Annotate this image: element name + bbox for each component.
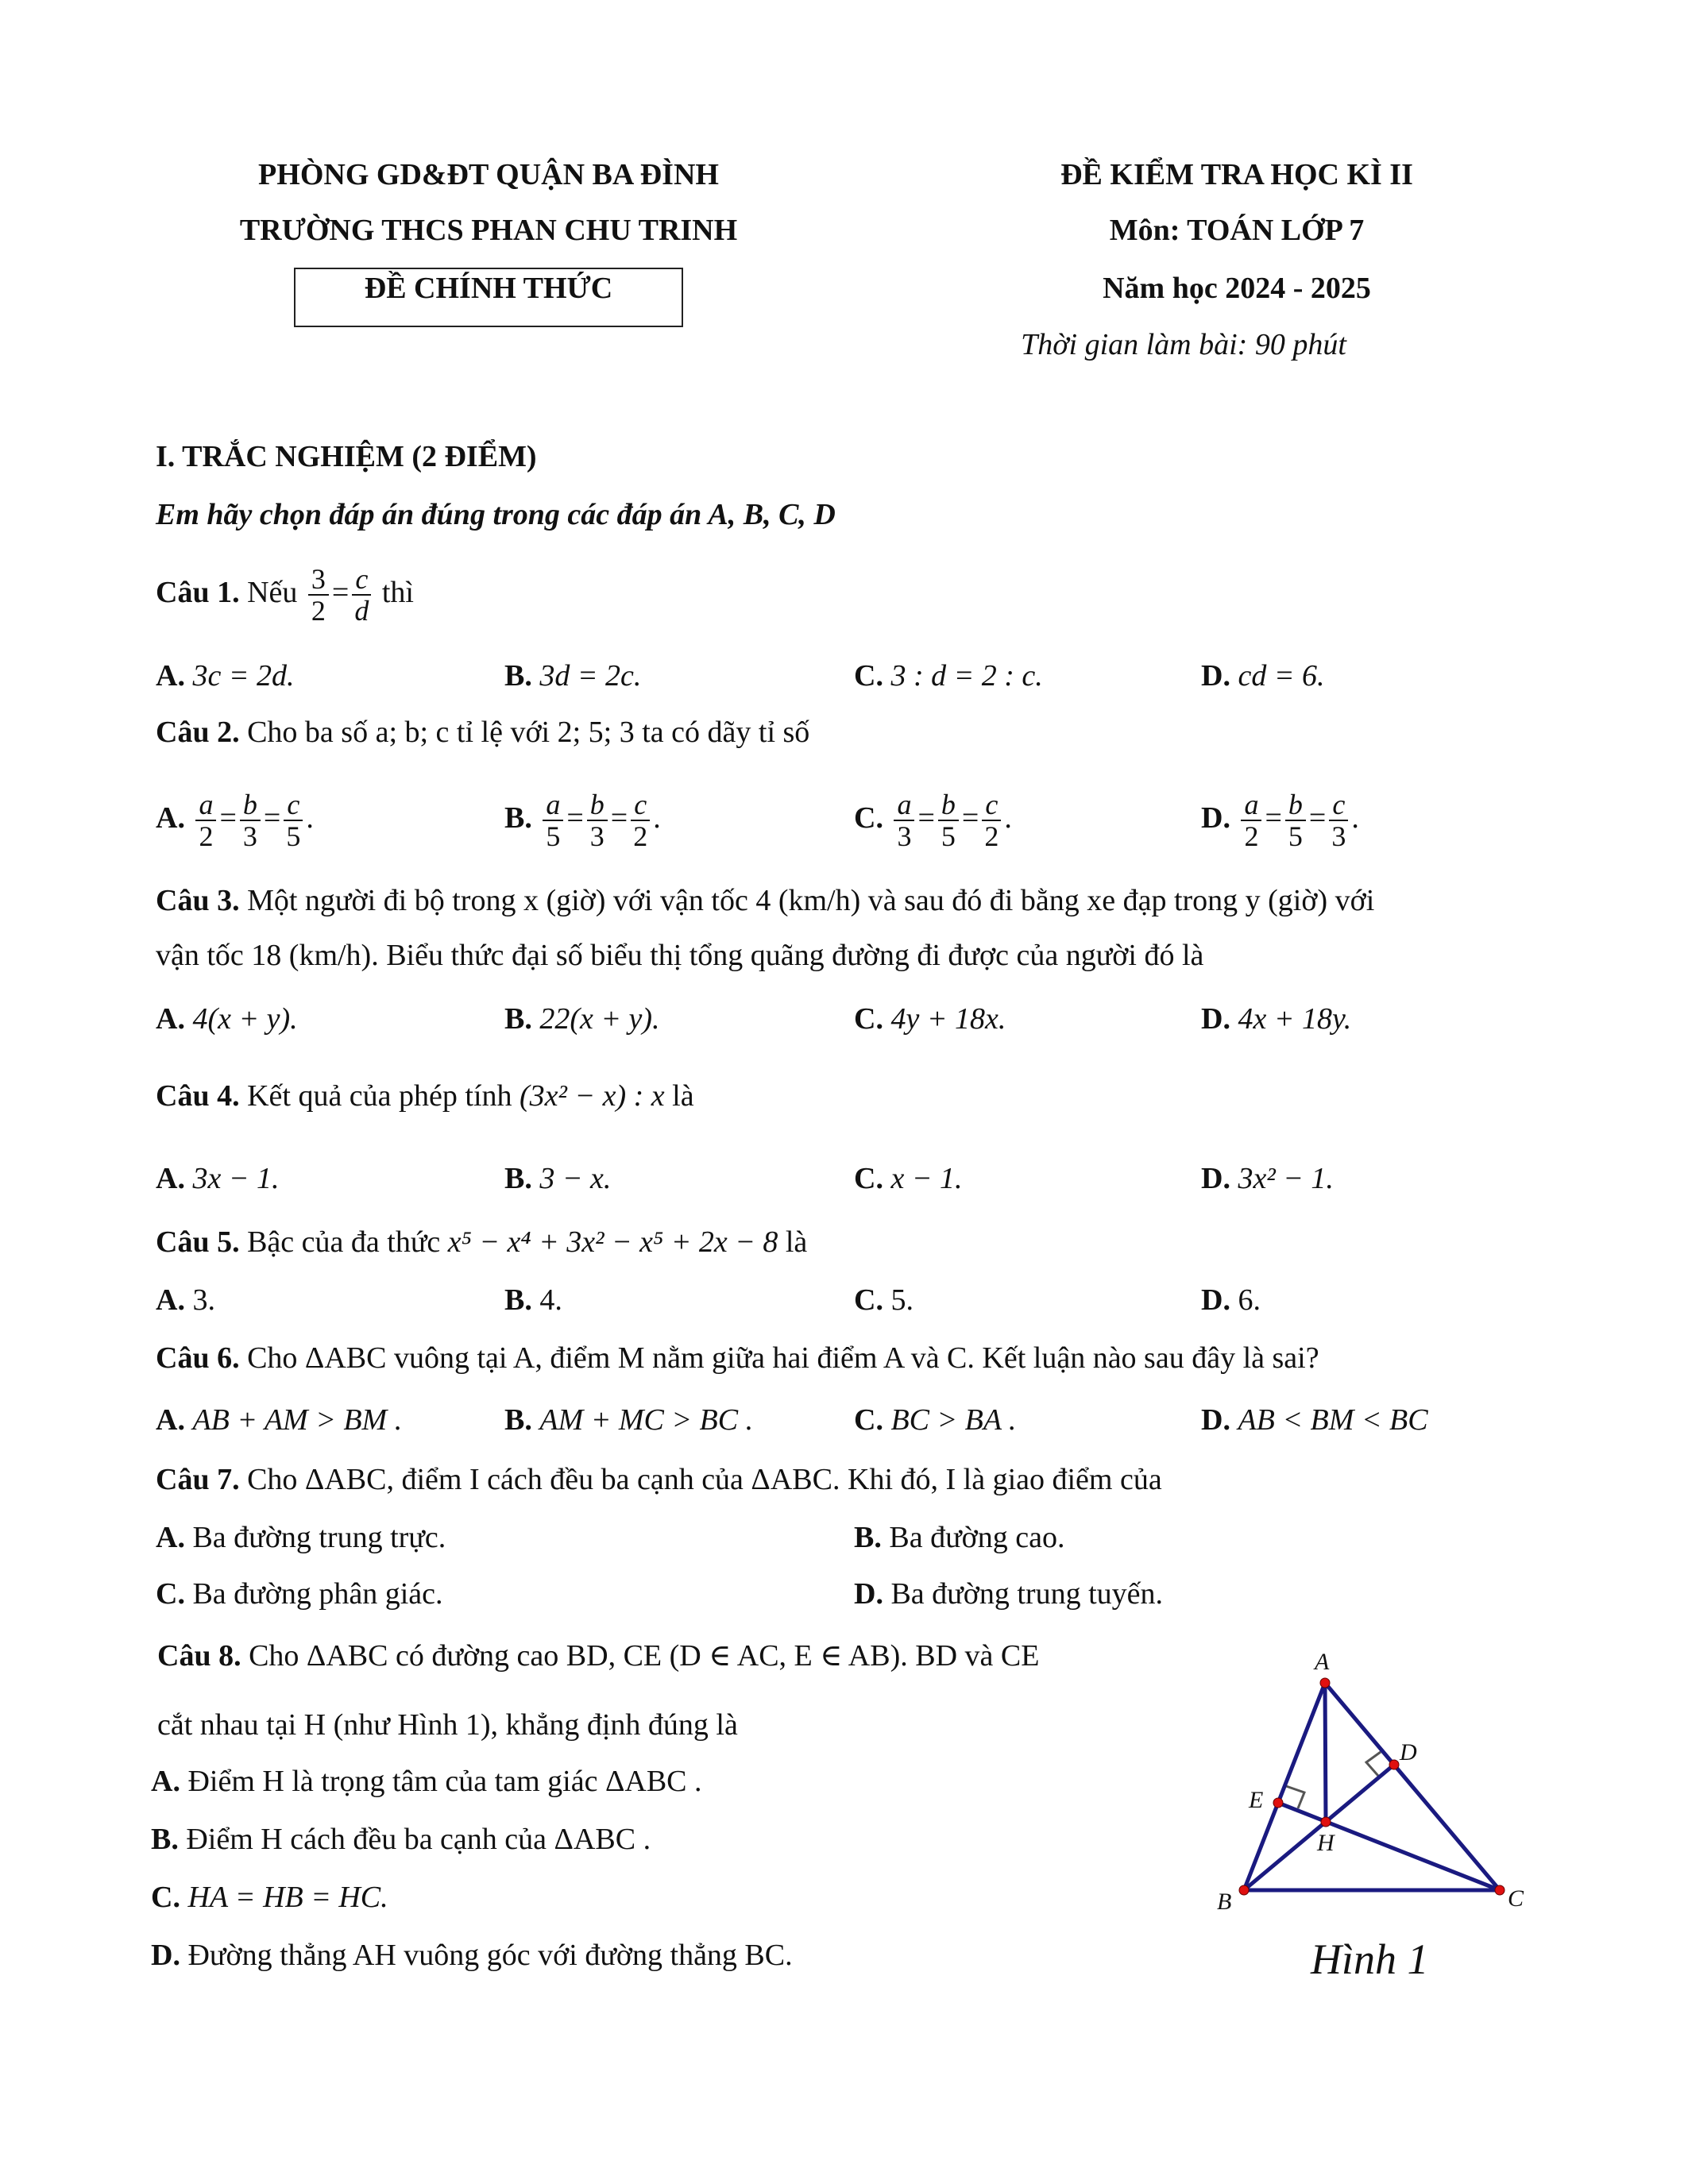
q2-answer-a[interactable]: A. $\frac{a}{2}$ = $\frac{b}{3}$ = $\frac{c}{5}$ . [156,789,314,853]
fraction: $\frac{a}{2}$ [1241,789,1261,851]
question-1: Câu 1. Nếu $\frac{3}{2}$ = $\frac{c}{d}$ thì [156,563,414,627]
q1-answer-d[interactable]: D. cd = 6. [1201,659,1325,693]
q8-answer-a[interactable]: A. Điểm H là trọng tâm của tam giác ΔABC . [151,1765,702,1798]
q5-answer-a[interactable]: A. 3. [156,1283,215,1317]
point-d [1389,1760,1399,1769]
official-label: ĐỀ CHÍNH THỨC [364,272,613,305]
fraction: $\frac{a}{3}$ [894,789,914,851]
right-angle-marks [1286,1752,1381,1808]
point-a [1320,1678,1330,1688]
department-name: PHÒNG GD&ĐT QUẬN BA ĐÌNH [258,158,719,191]
q6-answer-a[interactable]: A. AB + AM > BM . [156,1403,403,1437]
q8-answer-d[interactable]: D. Đường thẳng AH vuông góc với đường thẳng BC. [151,1939,793,1972]
label-e: E [1249,1787,1264,1813]
question-3-line1: Câu 3. Một người đi bộ trong x (giờ) với vận tốc 4 (km/h) và sau đó đi bằng xe đạp trong y (giờ) với [156,884,1375,917]
fraction: $\frac{a}{2}$ [195,789,216,851]
q4-answer-b[interactable]: B. 3 − x. [504,1162,612,1195]
point-e [1273,1798,1283,1808]
label-a: A [1315,1649,1330,1675]
q8-answer-b[interactable]: B. Điểm H cách đều ba cạnh của ΔABC . [151,1823,651,1856]
q6-answer-d[interactable]: D. AB < BM < BC [1201,1403,1428,1437]
q6-answer-c[interactable]: C. BC > BA . [854,1403,1017,1437]
label-h: H [1317,1830,1335,1856]
q5-answer-b[interactable]: B. 4. [504,1283,562,1317]
answer-label: A. [156,801,185,835]
fraction: $\frac{b}{5}$ [1285,789,1306,851]
q1-answer-a[interactable]: A. 3c = 2d. [156,659,295,693]
q7-answer-d[interactable]: D. Ba đường trung tuyến. [854,1577,1163,1611]
q2-answer-d[interactable]: D. $\frac{a}{2}$ = $\frac{b}{5}$ = $\frac{c}{3}$ . [1201,789,1359,853]
answer-label: B. [504,801,532,835]
question-7: Câu 7. Cho ΔABC, điểm I cách đều ba cạnh của ΔABC. Khi đó, I là giao điểm của [156,1463,1162,1496]
question-8-line1: Câu 8. Cho ΔABC có đường cao BD, CE (D ∈ AC, E ∈ AB). BD và CE [157,1639,1040,1673]
q3-answer-d[interactable]: D. 4x + 18y. [1201,1002,1352,1036]
question-3-line2: vận tốc 18 (km/h). Biểu thức đại số biểu thị tổng quãng đường đi được của người đó là [156,939,1204,972]
q7-answer-a[interactable]: A. Ba đường trung trực. [156,1521,446,1554]
segment-ah [1325,1683,1326,1822]
fraction: $\frac{a}{5}$ [543,789,563,851]
school-name: TRƯỜNG THCS PHAN CHU TRINH [239,214,738,247]
question-8-line2: cắt nhau tại H (như Hình 1), khẳng định đúng là [157,1708,738,1742]
point-c [1495,1885,1505,1895]
segment-ce [1278,1803,1500,1890]
figure-caption: Hình 1 [1311,1935,1429,1983]
fraction: $\frac{b}{5}$ [938,789,959,851]
q8-answer-c[interactable]: C. HA = HB = HC. [151,1881,388,1914]
q1-answer-b[interactable]: B. 3d = 2c. [504,659,642,693]
fraction: $\frac{c}{2}$ [631,789,650,851]
answer-label: C. [854,801,883,835]
side-ac [1325,1683,1500,1890]
q6-answer-b[interactable]: B. AM + MC > BC . [504,1403,754,1437]
q7-answer-c[interactable]: C. Ba đường phân giác. [156,1577,443,1611]
question-5: Câu 5. Bậc của đa thức x⁵ − x⁴ + 3x² − x⁵ + 2x − 8 là [156,1225,808,1259]
point-b [1239,1885,1249,1895]
q4-answer-a[interactable]: A. 3x − 1. [156,1162,280,1195]
label-d: D [1400,1739,1417,1765]
section-instruction: Em hãy chọn đáp án đúng trong các đáp án A, B, C, D [156,498,836,531]
exam-title: ĐỀ KIỂM TRA HỌC KÌ II [1060,158,1413,191]
q5-answer-c[interactable]: C. 5. [854,1283,914,1317]
q7-answer-b[interactable]: B. Ba đường cao. [854,1521,1065,1554]
q4-answer-c[interactable]: C. x − 1. [854,1162,963,1195]
section-title: I. TRẮC NGHIỆM (2 ĐIỂM) [156,440,537,473]
fraction: $\frac{b}{3}$ [587,789,608,851]
q1-answer-c[interactable]: C. 3 : d = 2 : c. [854,659,1043,693]
fraction: $\frac{c}{2}$ [982,789,1001,851]
duration: Thời gian làm bài: 90 phút [1021,328,1346,361]
q3-answer-b[interactable]: B. 22(x + y). [504,1002,660,1036]
q2-answer-b[interactable]: B. $\frac{a}{5}$ = $\frac{b}{3}$ = $\frac{c}{2}$ . [504,789,661,853]
q2-answer-c[interactable]: C. $\frac{a}{3}$ = $\frac{b}{5}$ = $\frac{c}{2}$ . [854,789,1012,853]
fraction: $\frac{c}{5}$ [284,789,303,851]
label-b: B [1217,1889,1232,1915]
fraction: $\frac{b}{3}$ [240,789,261,851]
q5-answer-d[interactable]: D. 6. [1201,1283,1261,1317]
triangle-figure [1192,1620,1549,1985]
label-c: C [1508,1885,1524,1912]
q4-answer-d[interactable]: D. 3x² − 1. [1201,1162,1334,1195]
question-6: Câu 6. Cho ΔABC vuông tại A, điểm M nằm giữa hai điểm A và C. Kết luận nào sau đây là sai? [156,1341,1319,1375]
school-year: Năm học 2024 - 2025 [1103,272,1371,305]
subject: Môn: TOÁN LỚP 7 [1109,214,1365,247]
point-h [1321,1817,1331,1827]
fraction: $\frac{c}{3}$ [1329,789,1348,851]
question-2: Câu 2. Cho ba số a; b; c tỉ lệ với 2; 5; 3 ta có dãy tỉ số [156,716,810,749]
answer-label: D. [1201,801,1230,835]
q3-answer-c[interactable]: C. 4y + 18x. [854,1002,1006,1036]
q3-answer-a[interactable]: A. 4(x + y). [156,1002,298,1036]
question-4: Câu 4. Kết quả của phép tính (3x² − x) : x là [156,1079,694,1113]
